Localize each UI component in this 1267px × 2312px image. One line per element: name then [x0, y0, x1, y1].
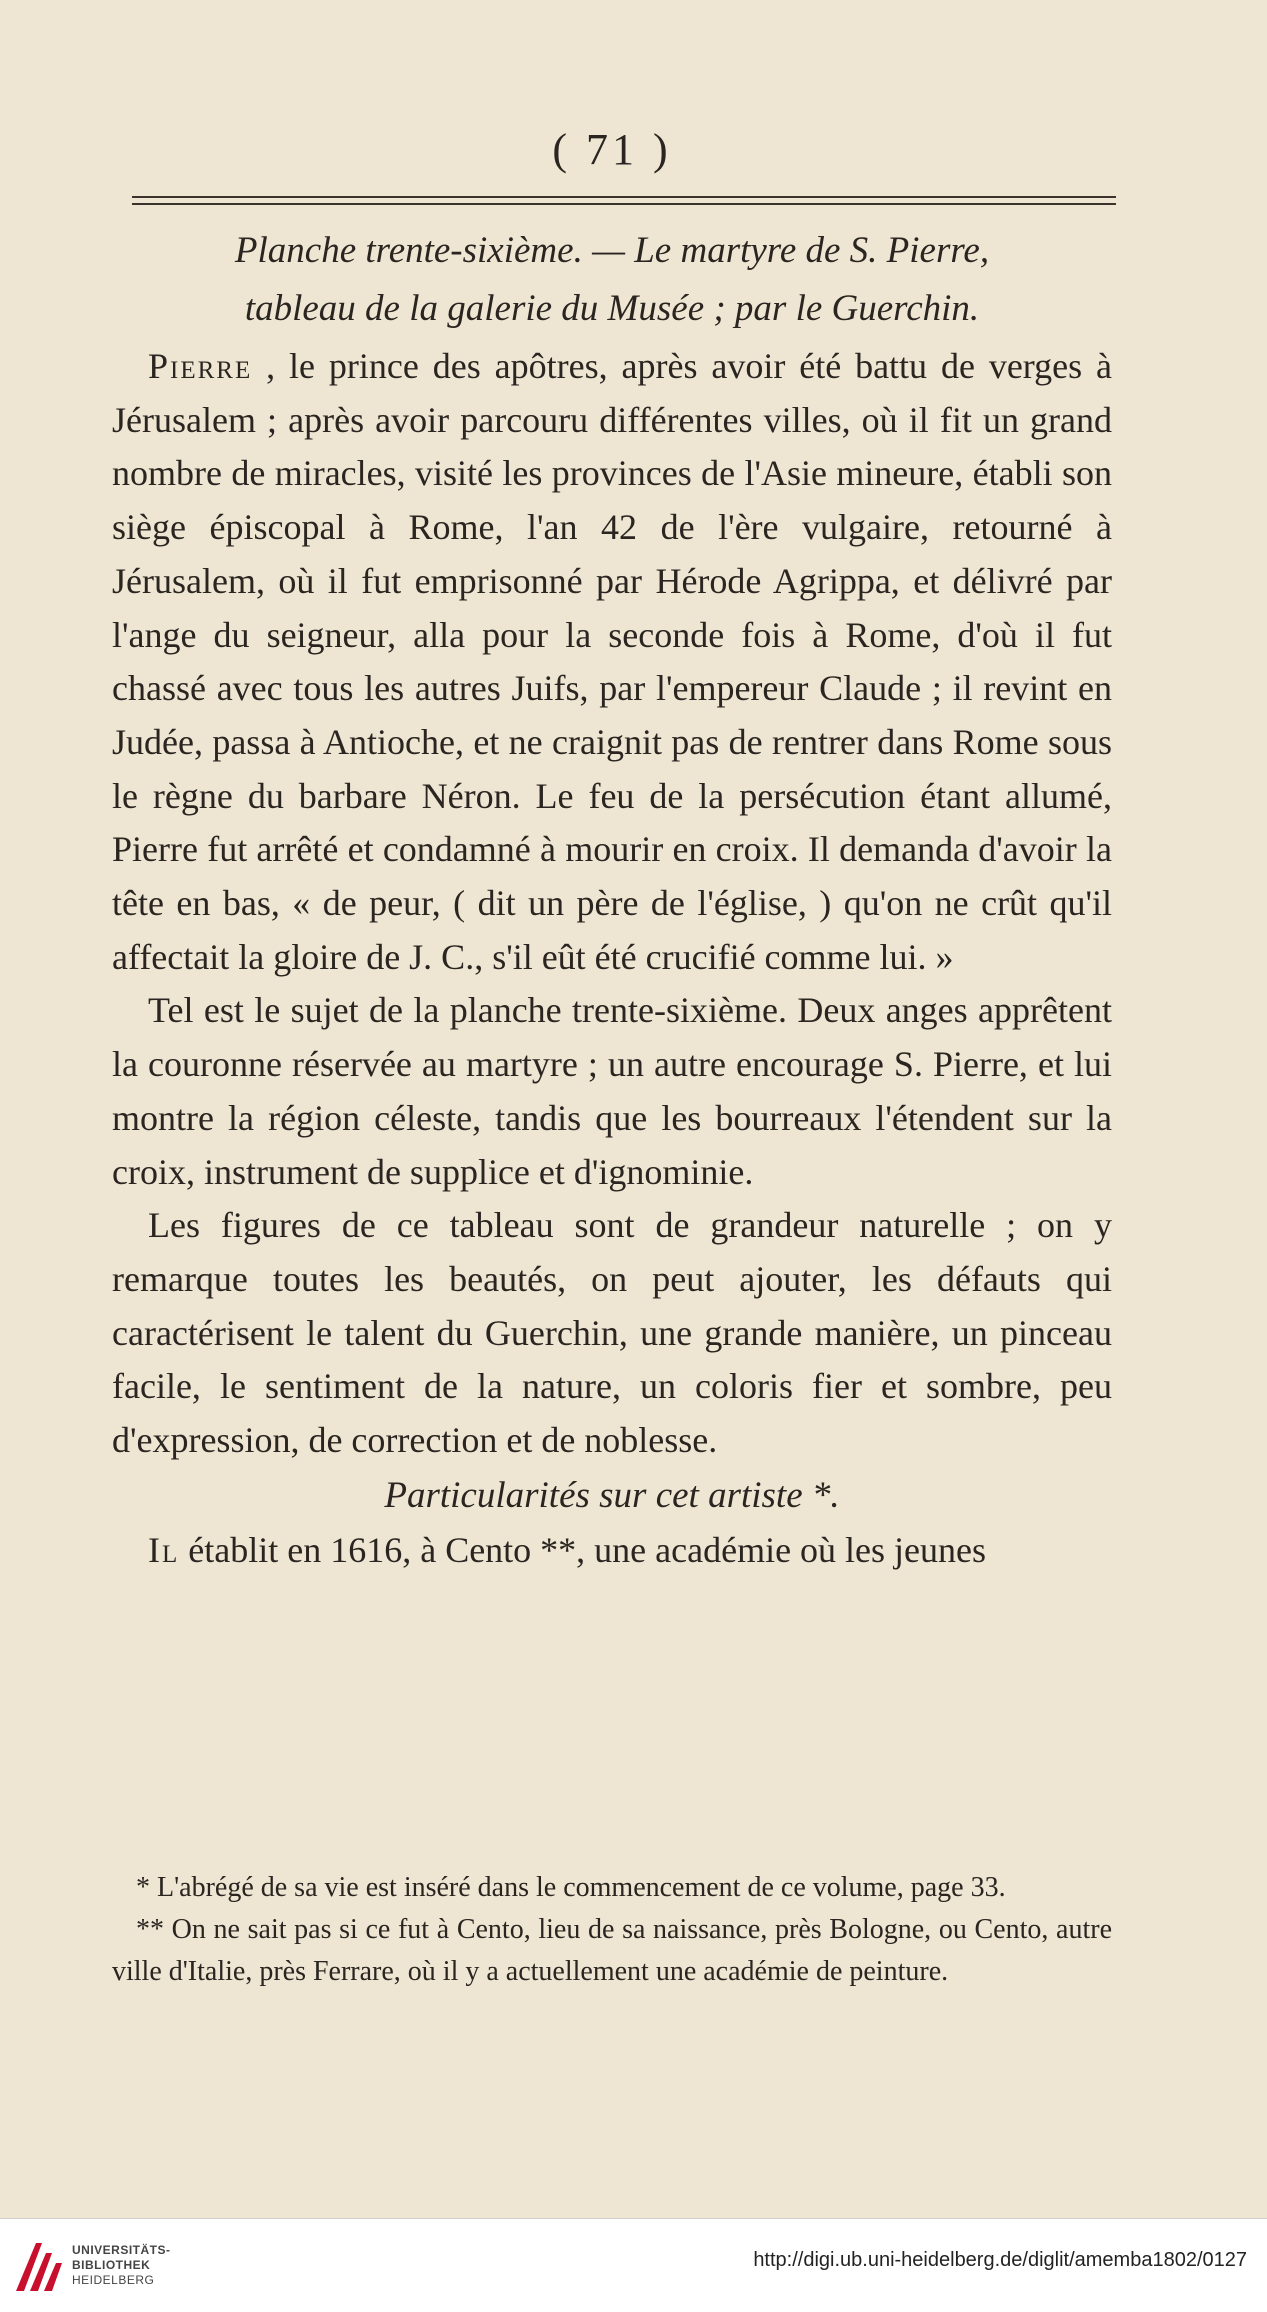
university-library-logo-icon: [12, 2239, 64, 2295]
paragraph-2: Tel est le sujet de la planche trente-sixième. Deux anges apprêtent la couronne réservée au martyre ; un autre encourage S. Pierre, et lui montre la région céleste, tandis que les bourreaux l'étendent sur la croix, instrument de supplice et d'ignominie.: [112, 990, 1112, 1192]
footnotes: [112, 1867, 1112, 1993]
viewer-footer: [0, 2218, 1267, 2312]
header-rule: [132, 196, 1116, 205]
library-name-line-2: BIBLIOTHEK: [72, 2258, 151, 2272]
library-name-line-3: HEIDELBERG: [72, 2273, 155, 2287]
paragraph-1: [112, 340, 1112, 984]
plate-title-line-2: tableau de la galerie du Musée ; par le Guerchin.: [244, 288, 980, 329]
paragraph-1-lead: Pierre: [148, 346, 253, 386]
plate-title-line-1: Planche trente-sixième. — Le martyre de S. Pierre,: [234, 230, 990, 271]
paragraph-4: [112, 1524, 1112, 1578]
page-number: ( 71 ): [552, 125, 672, 174]
permalink-url[interactable]: http://digi.ub.uni-heidelberg.de/diglit/amemba1802/0127: [753, 2249, 1247, 2271]
footnote-1: * L'abrégé de sa vie est inséré dans le commencement de ce volume, page 33.: [136, 1872, 1006, 1903]
plate-title: [112, 222, 1112, 338]
main-text: [112, 340, 1112, 1577]
library-name: [72, 2243, 171, 2288]
paragraph-4-lead: Il: [148, 1529, 180, 1570]
footnote-2: ** On ne sait pas si ce fut à Cento, lieu de sa naissance, près Bologne, ou Cento, autre ville d'Italie, près Ferrare, où il y a actuellement une académie de peinture.: [112, 1914, 1112, 1987]
artist-subheading: Particularités sur cet artiste *.: [384, 1474, 840, 1516]
paragraph-1-text: , le prince des apôtres, après avoir été battu de verges à Jérusalem ; après avoir parcouru différentes villes, où il fit un grand nombre de miracles, visité les provinces de l'Asie mineure, établi son siège épiscopal à Rome, l'an 42 de l'ère vulgaire, retourné à Jérusalem, où il fut emprisonné par Hérode Agrippa, et délivré par l'ange du seigneur, alla pour la seconde fois à Rome, d'où il fut chassé avec tous les autres Juifs, par l'empereur Claude ; il revint en Judée, passa à Antioche, et ne craignit pas de rentrer dans Rome sous le règne du barbare Néron. Le feu de la persécution étant allumé, Pierre fut arrêté et condamné à mourir en croix. Il demanda d'avoir la tête en bas, « de peur, ( dit un père de l'église, ) qu'on ne crût qu'il affectait la gloire de J. C., s'il eût été crucifié comme lui. »: [112, 346, 1113, 977]
paragraph-4-text: établit en 1616, à Cento **, une académie où les jeunes: [188, 1529, 987, 1570]
paragraph-3: Les figures de ce tableau sont de grandeur naturelle ; on y remarque toutes les beautés, on peut ajouter, les défauts qui caractérisent le talent du Guerchin, une grande manière, un pinceau facile, le sentiment de la nature, un coloris fier et sombre, peu d'expression, de correction et de noblesse.: [112, 1205, 1112, 1461]
library-name-line-1: UNIVERSITÄTS-: [72, 2243, 171, 2257]
